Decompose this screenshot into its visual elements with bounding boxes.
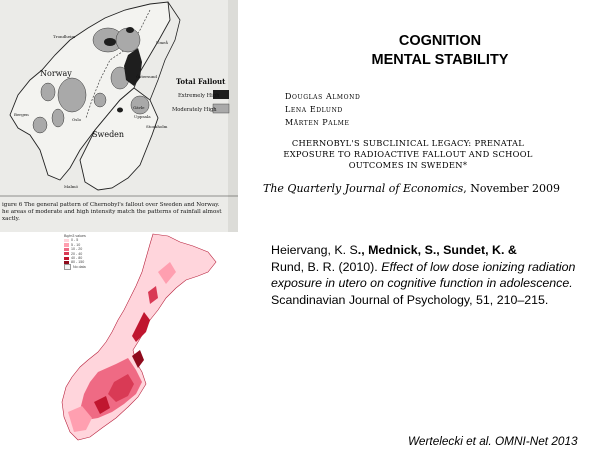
legend-high-label: Extremely High [178, 93, 220, 99]
map-label-gavle: Gävle [133, 105, 145, 110]
radon-legend-title: Bq/m3 values [64, 234, 86, 238]
legend-label: 5 - 10 [71, 242, 81, 247]
map-label-uppsala: Uppsala [134, 114, 151, 119]
legend-label: 20 - 40 [71, 251, 83, 256]
paper-journal [263, 182, 560, 195]
legend-swatch [64, 257, 69, 260]
map-caption-line: igure 6 The general pattern of Chernobyl's fallout over Sweden and Norway. [2, 202, 220, 208]
map-label-trondheim: Trondheim [53, 34, 76, 39]
author-2: Lena Edlund [285, 105, 343, 114]
legend-label: 40 - 80 [71, 255, 83, 260]
fallout-map-svg [0, 0, 238, 232]
map-caption-line: xactly. [2, 216, 20, 222]
map-label-ostersund: Östersund [136, 74, 157, 79]
map-label-norway: Norway [40, 69, 72, 78]
title-line-2: MENTAL STABILITY [371, 52, 509, 68]
citation-authors: ., Mednick, S., Sundet, K. & [357, 243, 517, 257]
paper-title-line: EXPOSURE TO RADIOACTIVE FALLOUT AND SCHOOL [283, 149, 533, 159]
map-label-umea: Umeå [156, 40, 168, 45]
paper-title [258, 138, 558, 171]
fallout-map-image [0, 0, 238, 232]
citation-authors: Heiervang, K. S [271, 243, 358, 257]
paper-title-line: OUTCOMES IN SWEDEN* [348, 160, 468, 170]
legend-swatch [64, 264, 71, 269]
map-label-stockholm: Stockholm [146, 124, 168, 129]
slide-title [300, 32, 580, 70]
citation-article-title: Effect of low dose ionizing radiation exposure in utero on cognitive function in adolescence. [271, 259, 576, 290]
slide-credit: Wertelecki et al. OMNI-Net 2013 [408, 434, 578, 448]
journal-date: , November 2009 [463, 182, 560, 195]
legend-label: 10 - 20 [71, 247, 83, 252]
legend-swatch [64, 243, 69, 246]
legend-label: 80 - 150 [71, 260, 85, 265]
map-label-sweden: Sweden [92, 130, 125, 139]
radon-legend-row [64, 265, 104, 269]
legend-title: Total Fallout [176, 77, 226, 86]
legend-swatch [64, 252, 69, 255]
legend-moderate-label: Moderately High [172, 107, 217, 113]
map-label-malmo: Malmö [64, 184, 78, 189]
author-1: Douglas Almond [285, 92, 361, 101]
map-caption [2, 202, 236, 223]
title-line-1: COGNITION [398, 33, 482, 49]
citation-journal: Scandinavian Journal of Psychology, 51, 210–215. [271, 292, 549, 307]
paper-authors [285, 90, 360, 129]
citation-block [271, 242, 576, 308]
journal-name: The Quarterly Journal of Economics [263, 182, 464, 195]
radon-legend [64, 234, 104, 269]
map-label-oslo: Oslo [72, 117, 82, 122]
map-caption-line: he areas of moderate and high intensity match the patterns of rainfall almost [2, 209, 222, 215]
map-label-bergen: Bergen [14, 112, 29, 117]
legend-label: 0 - 5 [71, 238, 79, 243]
citation-authors: Rund, B. R. (2010). [271, 259, 382, 274]
author-3: Mårten Palme [285, 118, 350, 127]
legend-swatch [64, 239, 69, 242]
legend-swatch [64, 248, 69, 251]
legend-label: No data [73, 264, 86, 269]
paper-title-line: CHERNOBYL'S SUBCLINICAL LEGACY: PRENATAL [291, 138, 525, 148]
